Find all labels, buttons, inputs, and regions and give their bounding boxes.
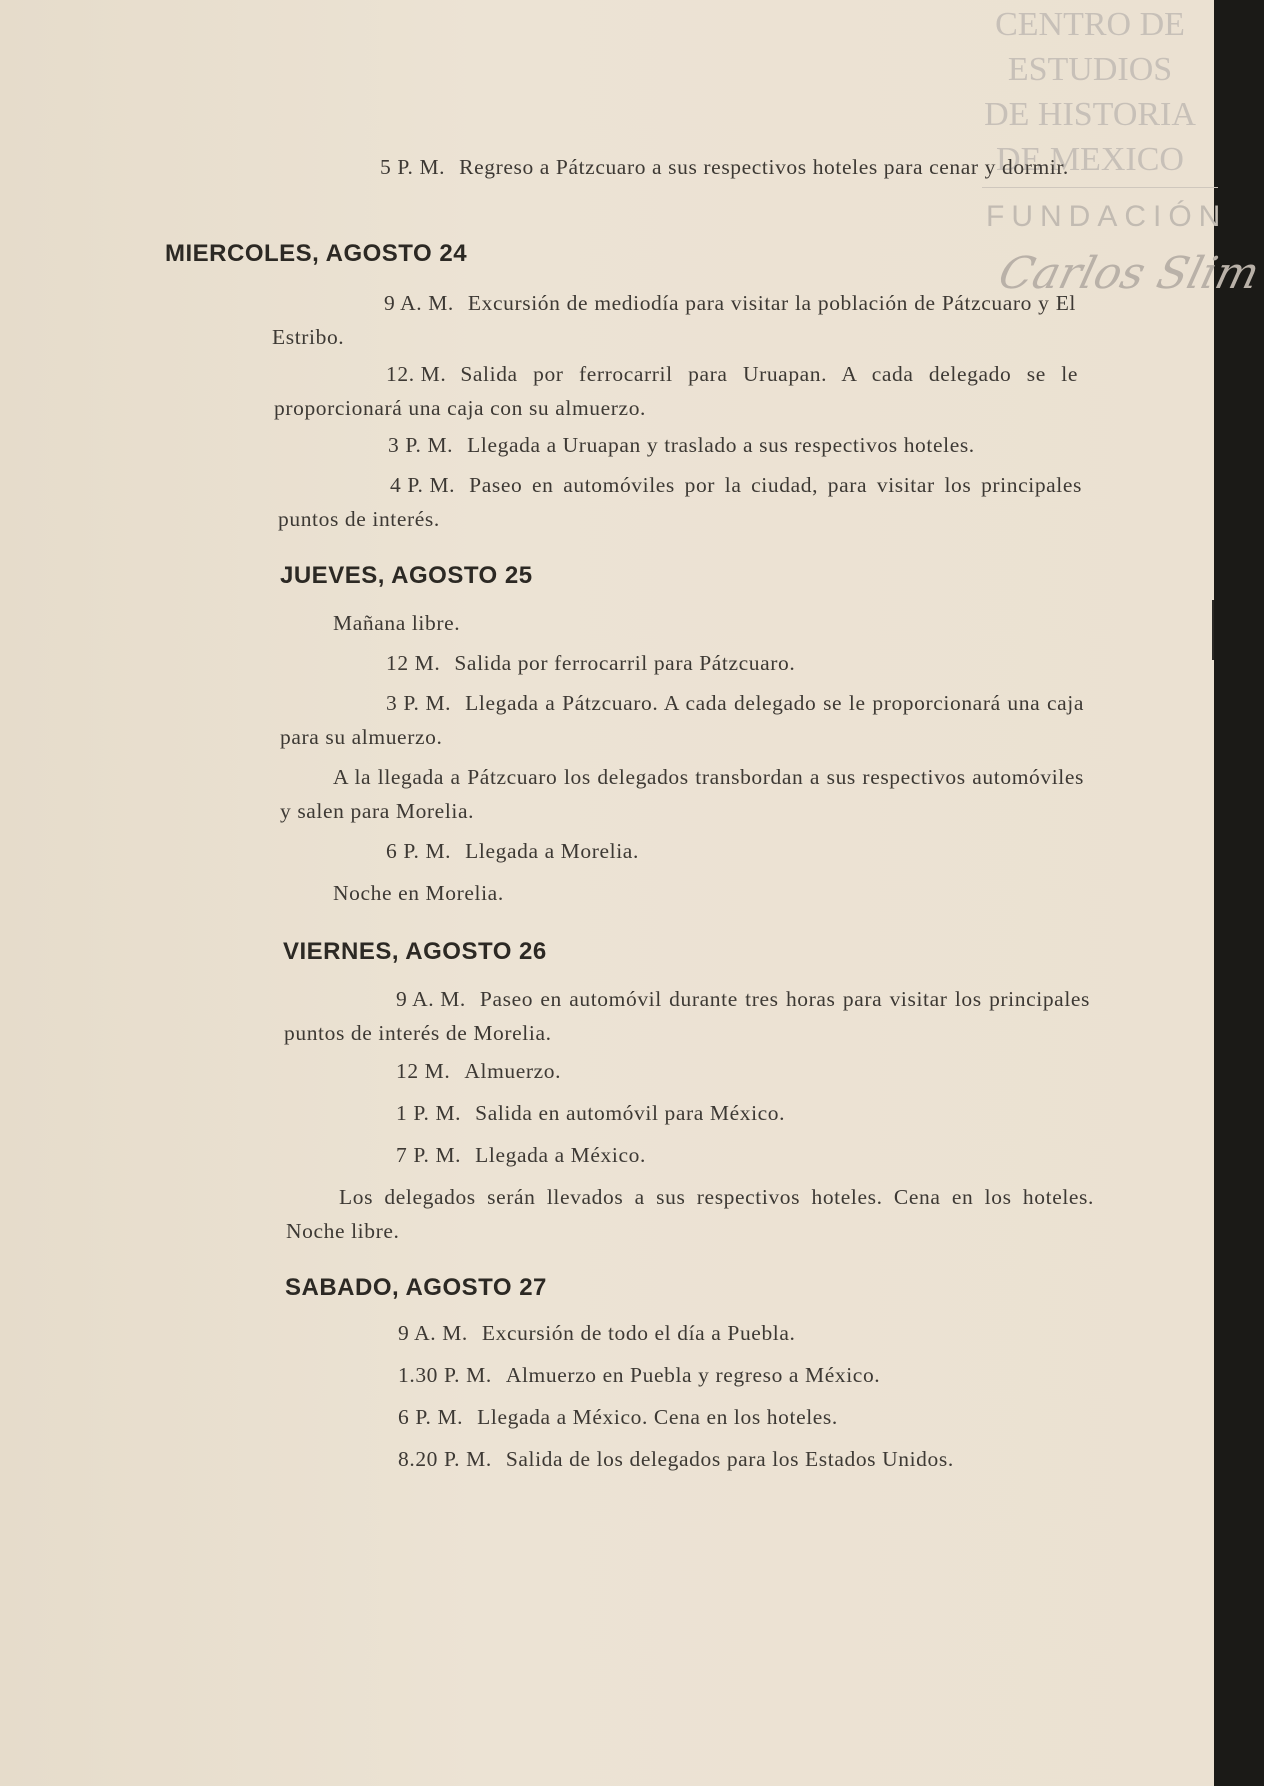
time-label: 3 P. M.	[388, 433, 454, 457]
edge-mark	[1212, 600, 1214, 660]
paragraph	[284, 1096, 1090, 1130]
paragraph	[286, 1180, 1094, 1248]
paragraph	[284, 982, 1090, 1050]
paragraph-text: Noche en Morelia.	[333, 881, 504, 905]
paragraph	[286, 1316, 1092, 1350]
time-label: 1.30 P. M.	[398, 1363, 492, 1387]
time-label: 5 P. M.	[380, 155, 446, 179]
watermark-line: ESTUDIOS	[1007, 51, 1173, 88]
paragraph	[286, 1358, 1092, 1392]
paragraph	[284, 1138, 1090, 1172]
time-label: 12 M.	[396, 1059, 451, 1083]
watermark-line: DE HISTORIA	[984, 96, 1196, 133]
paragraph-text: Llegada a México.	[475, 1143, 646, 1167]
paragraph	[272, 286, 1076, 354]
paragraph-text: Mañana libre.	[333, 611, 461, 635]
time-label: 6 P. M.	[398, 1405, 464, 1429]
day-heading: SABADO, AGOSTO 27	[285, 1274, 547, 1301]
paragraph-text: Salida de los delegados para los Estados Unidos.	[505, 1447, 954, 1471]
paragraph-text: Paseo en automóvil durante tres horas para visitar los principales puntos de interés de Morelia.	[284, 987, 1090, 1045]
paragraph	[280, 606, 1084, 640]
paragraph-text: Excursión de todo el día a Puebla.	[481, 1321, 796, 1345]
paragraph-text: Llegada a Morelia.	[465, 839, 639, 863]
paragraph	[280, 876, 1084, 910]
watermark-line: CENTRO DE	[995, 6, 1185, 43]
paragraph-text: Los delegados serán llevados a sus respectivos hoteles. Cena en los hoteles. Noche libre.	[286, 1185, 1094, 1243]
time-label: 1 P. M.	[396, 1101, 462, 1125]
day-heading: MIERCOLES, AGOSTO 24	[165, 240, 468, 267]
paragraph-text: Almuerzo en Puebla y regreso a México.	[505, 1363, 881, 1387]
paragraph-text: Llegada a Uruapan y traslado a sus respectivos hoteles.	[467, 433, 975, 457]
day-heading: VIERNES, AGOSTO 26	[283, 938, 547, 965]
paragraph-text: Salida por ferrocarril para Pátzcuaro.	[454, 651, 796, 675]
paragraph	[276, 428, 1080, 462]
time-label: 3 P. M.	[386, 691, 452, 715]
paragraph	[286, 1442, 1092, 1476]
paragraph-text: Paseo en automóviles por la ciudad, para visitar los principales puntos de interés.	[278, 473, 1082, 531]
paragraph	[268, 150, 1072, 184]
time-label: 4 P. M.	[390, 473, 456, 497]
watermark-foundation: FUNDACIÓN	[986, 200, 1228, 233]
paragraph	[286, 1400, 1092, 1434]
paragraph-text: Regreso a Pátzcuaro a sus respectivos hoteles para cenar y dormir.	[459, 155, 1069, 179]
paragraph	[278, 468, 1082, 536]
time-label: 12 M.	[386, 651, 441, 675]
watermark-signature: Carlos Slim	[993, 248, 1264, 299]
time-label: 6 P. M.	[386, 839, 452, 863]
time-label: 9 A. M.	[396, 987, 466, 1011]
time-label: 9 A. M.	[384, 291, 454, 315]
watermark-line: DE MEXICO	[996, 141, 1184, 178]
paragraph-text: Llegada a Pátzcuaro. A cada delegado se le proporcionará una caja para su almuerzo.	[280, 691, 1084, 749]
paragraph	[280, 686, 1084, 754]
paragraph-text: Almuerzo.	[464, 1059, 562, 1083]
day-heading: JUEVES, AGOSTO 25	[280, 562, 533, 589]
time-label: 7 P. M.	[396, 1143, 462, 1167]
paragraph-text: Llegada a México. Cena en los hoteles.	[477, 1405, 838, 1429]
paragraph-text: Salida por ferrocarril para Uruapan. A cada delegado se le proporcionará una caja con su almuerzo.	[274, 362, 1078, 420]
paragraph	[280, 760, 1084, 828]
paragraph	[280, 646, 1084, 680]
paragraph	[274, 357, 1078, 425]
time-label: 12. M.	[386, 362, 447, 386]
paragraph-text: A la llegada a Pátzcuaro los delegados transbordan a sus respectivos automóviles y salen para Morelia.	[280, 765, 1084, 823]
time-label: 9 A. M.	[398, 1321, 468, 1345]
paragraph-text: Salida en automóvil para México.	[475, 1101, 786, 1125]
paragraph	[280, 834, 1084, 868]
paragraph-text: Excursión de mediodía para visitar la población de Pátzcuaro y El Estribo.	[272, 291, 1076, 349]
paragraph	[284, 1054, 1090, 1088]
time-label: 8.20 P. M.	[398, 1447, 492, 1471]
